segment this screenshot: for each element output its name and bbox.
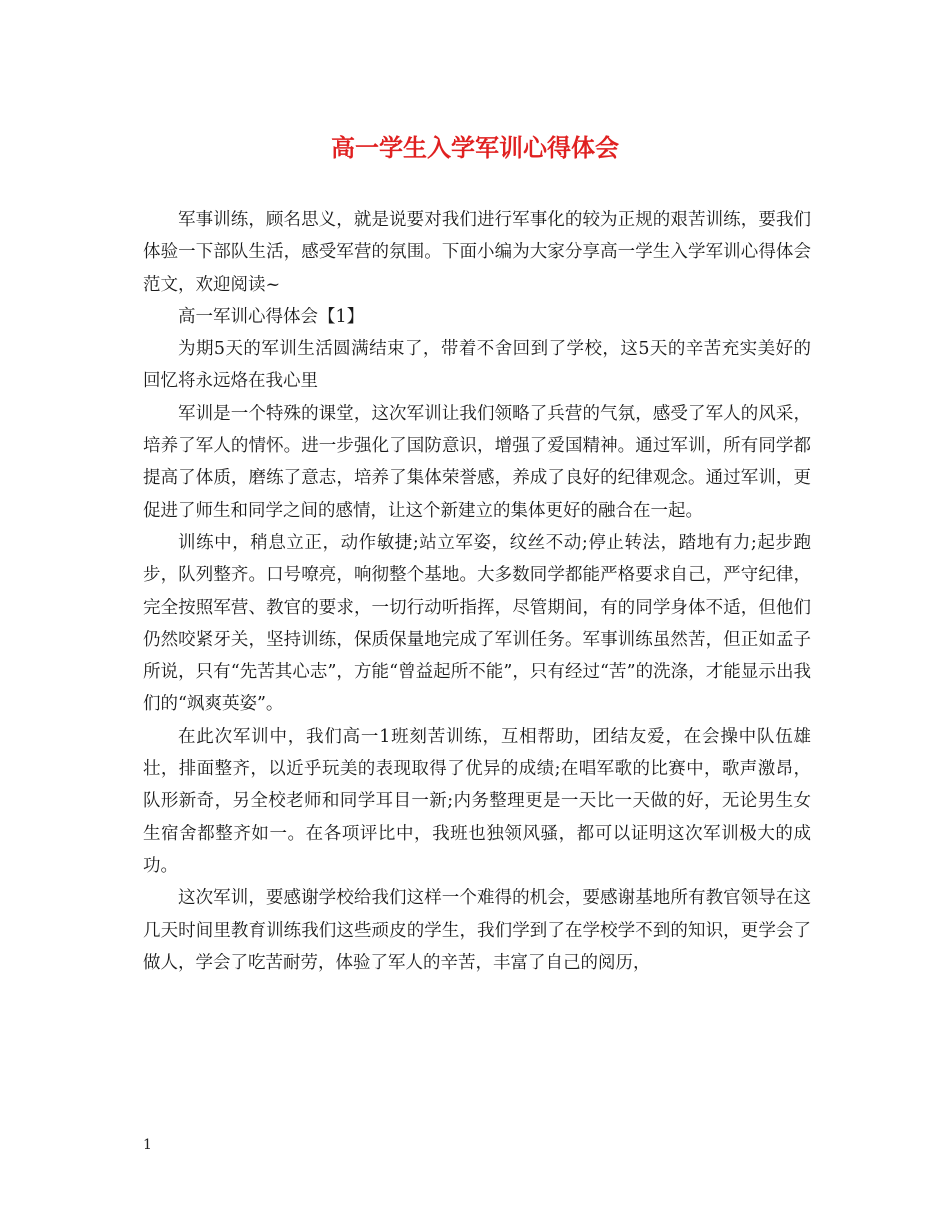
body-paragraph: 这次军训，要感谢学校给我们这样一个难得的机会，要感谢基地所有教官领导在这几天时间里教育训练我们这些顽皮的学生，我们学到了在学校学不到的知识，更学会了做人，学会了吃苦耐劳，体验了军人的辛苦，丰富了自己的阅历， — [143, 888, 811, 973]
body-paragraph: 为期5天的军训生活圆满结束了，带着不舍回到了学校，这5天的辛苦充实美好的回忆将永远烙在我心里 — [143, 339, 811, 392]
intro-paragraph: 军事训练，顾名思义，就是说要对我们进行军事化的较为正规的艰苦训练，要我们体验一下部队生活，感受军营的氛围。下面小编为大家分享高一学生入学军训心得体会范文，欢迎阅读~ — [143, 210, 811, 295]
body-paragraph: 在此次军训中，我们高一1班刻苦训练，互相帮助，团结友爱，在会操中队伍雄壮，排面整齐，以近乎玩美的表现取得了优异的成绩;在唱军歌的比赛中，歌声激昂，队形新奇，另全校老师和同学耳目一新;内务整理更是一天比一天做的好，无论男生女生宿舍都整齐如一。在各项评比中，我班也独领风骚，都可以证明这次军训极大的成功。 — [143, 726, 811, 876]
page-number: 1 — [143, 1137, 152, 1153]
page-title: 高一学生入学军训心得体会 — [331, 133, 619, 162]
document-body — [143, 204, 811, 979]
section-heading: 高一军训心得体会【1】 — [178, 306, 365, 327]
body-paragraph: 军训是一个特殊的课堂，这次军训让我们领略了兵营的气氛，感受了军人的风采，培养了军人的情怀。进一步强化了国防意识，增强了爱国精神。通过军训，所有同学都提高了体质，磨练了意志，培养了集体荣誉感，养成了良好的纪律观念。通过军训，更促进了师生和同学之间的感情，让这个新建立的集体更好的融合在一起。 — [143, 403, 811, 521]
body-paragraph: 训练中，稍息立正，动作敏捷;站立军姿，纹丝不动;停止转法，踏地有力;起步跑步，队列整齐。口号嘹亮，响彻整个基地。大多数同学都能严格要求自己，严守纪律，完全按照军营、教官的要求，一切行动听指挥，尽管期间，有的同学身体不适，但他们仍然咬紧牙关，坚持训练，保质保量地完成了军训任务。军事训练虽然苦，但正如孟子所说，只有“先苦其心志”，方能“曾益起所不能”，只有经过“苦”的洗涤，才能显示出我们的“飒爽英姿”。 — [143, 532, 811, 715]
